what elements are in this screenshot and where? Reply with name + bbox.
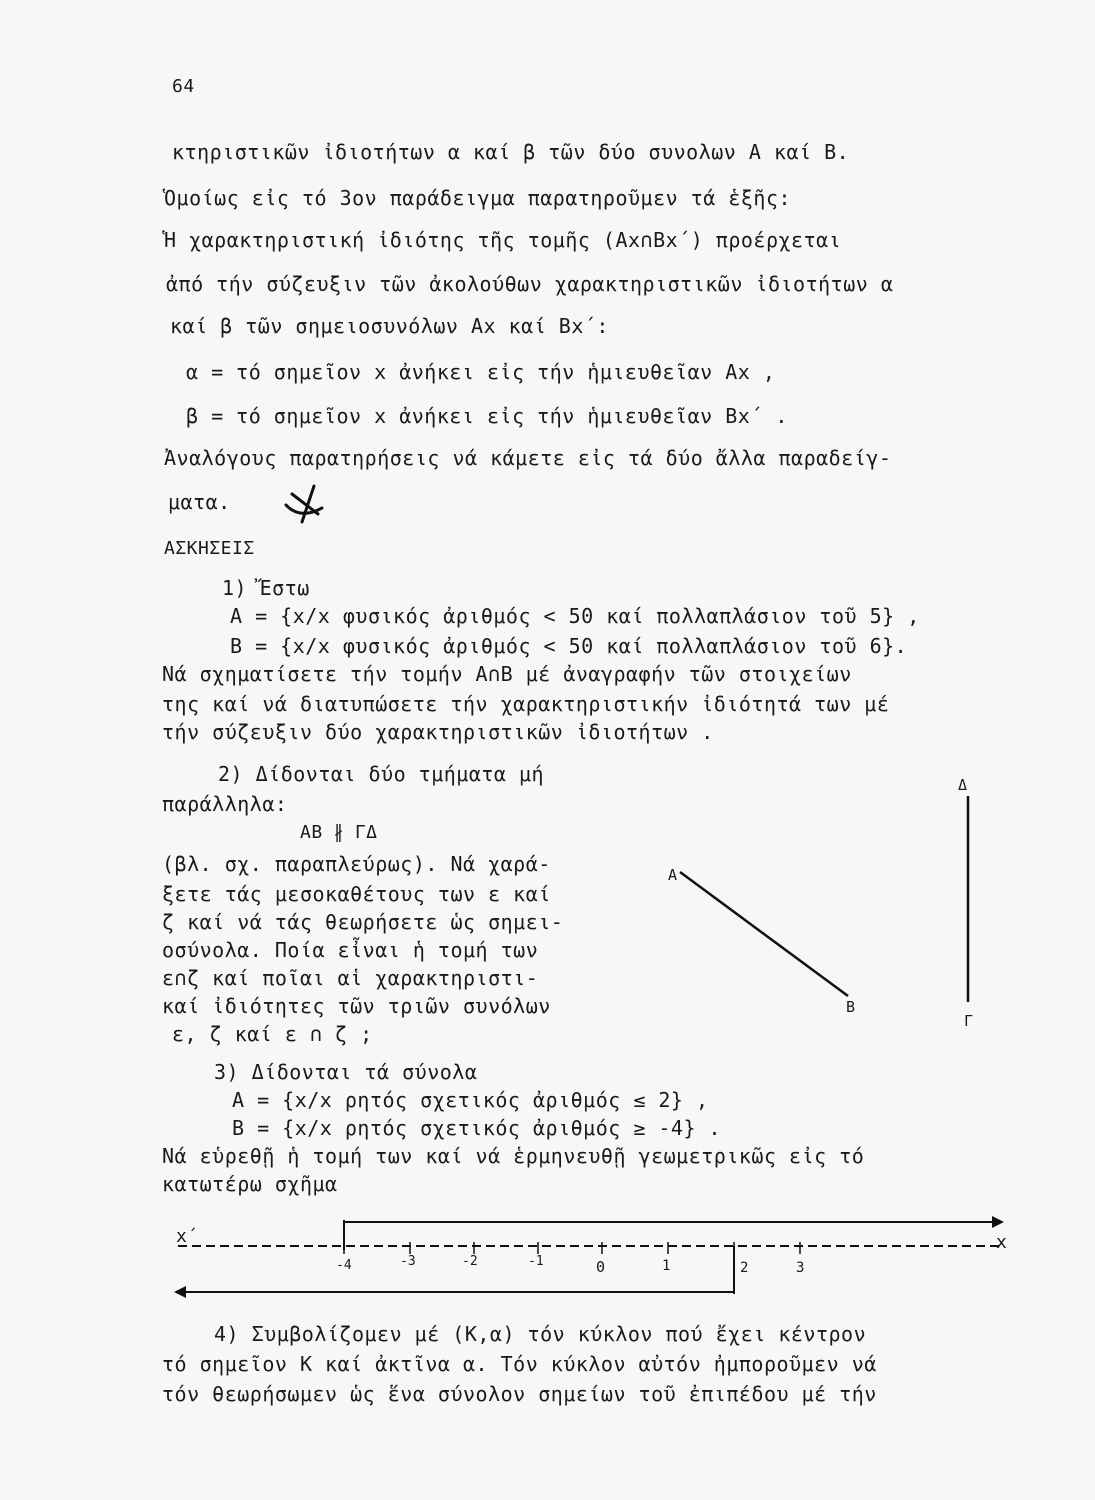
exercise-2-line-4: (βλ. σχ. παραπλεύρως). Νά χαρά- xyxy=(162,852,551,876)
point-d-label: Δ xyxy=(958,776,968,794)
exercise-2-line-7: οσύνολα. Ποία εἶναι ἡ τομή των xyxy=(162,938,539,962)
tick-label: 1 xyxy=(662,1258,671,1274)
text-line-8: Ἀναλόγους παρατηρήσεις νά κάμετε εἰς τά δύο ἄλλα παραδείγ- xyxy=(164,446,892,470)
exercise-1-set-b: B = {x/x φυσικός ἀριθμός < 50 καί πολλαπλάσιον τοῦ 6}. xyxy=(230,634,908,658)
axis-left-label: x΄ xyxy=(176,1226,198,1247)
tick-label: 3 xyxy=(796,1260,805,1276)
exercise-2-line-9: καί ἰδιότητες τῶν τριῶν συνόλων xyxy=(162,994,551,1018)
tick-label: 0 xyxy=(596,1258,606,1276)
set-a-arrowhead xyxy=(174,1286,186,1298)
exercise-2-line-6: ζ καί νά τάς θεωρήσετε ὡς σημει- xyxy=(162,910,564,934)
text-line-6: α = τό σημεῖον x ἀνήκει εἰς τήν ἡμιευθεῖαν Ax , xyxy=(186,360,776,384)
text-line-4: ἀπό τήν σύζευξιν τῶν ἀκολούθων χαρακτηριστικῶν ἰδιοτήτων α xyxy=(166,272,894,296)
tick-label: -1 xyxy=(528,1254,544,1269)
exercise-1-set-a: A = {x/x φυσικός ἀριθμός < 50 καί πολλαπλάσιον τοῦ 5} , xyxy=(230,604,920,628)
text-line-9: ματα. xyxy=(168,490,231,514)
point-g-label: Γ xyxy=(964,1012,974,1030)
exercise-1-intro: 1) Ἔστω xyxy=(222,576,310,600)
exercise-1-line-6: τήν σύζευξιν δύο χαρακτηριστικῶν ἰδιοτήτων . xyxy=(162,720,714,744)
text-line-2: Ὁμοίως εἰς τό 3ον παράδειγμα παρατηροῦμεν τά ἑξῆς: xyxy=(164,186,792,210)
exercise-3-line-4: Νά εὑρεθῇ ἡ τομή των καί νά ἑρμηνευθῇ γεωμετρικῶς εἰς τό xyxy=(162,1144,865,1168)
exercise-2-line-8: ε∩ζ καί ποῖαι αἱ χαρακτηριστι- xyxy=(162,966,539,990)
point-b-label: B xyxy=(846,998,856,1016)
tick-label: -4 xyxy=(336,1258,352,1273)
text-line-5: καί β τῶν σημειοσυνόλων Ax καί Bx΄: xyxy=(170,314,609,338)
tick-label: -3 xyxy=(400,1254,416,1269)
exercise-4-line-3: τόν θεωρήσωμεν ὡς ἕνα σύνολον σημείων τοῦ ἐπιπέδου μέ τήν xyxy=(162,1382,877,1406)
exercise-2-line-2: παράλληλα: xyxy=(162,792,288,816)
text-line-1: κτηριστικῶν ἰδιοτήτων α καί β τῶν δύο συνολων Α καί Β. xyxy=(172,140,850,164)
page-number: 64 xyxy=(172,76,195,97)
exercise-2-line-10: ε, ζ καί ε ∩ ζ ; xyxy=(172,1022,373,1046)
text-line-3: Ἡ χαρακτηριστική ἰδιότης τῆς τομῆς (Ax∩Bx΄) προέρχεται xyxy=(164,228,842,252)
exercise-2-intro: 2) Δίδονται δύο τμήματα μή xyxy=(218,762,545,786)
tick-label: -2 xyxy=(462,1254,478,1269)
exercise-3-set-a: A = {x/x ρητός σχετικός ἀριθμός ≤ 2} , xyxy=(232,1088,709,1112)
exercises-heading: ΑΣΚΗΣΕΙΣ xyxy=(164,538,255,559)
exercise-3-line-5: κατωτέρω σχῆμα xyxy=(162,1172,338,1196)
axis-right-label: x xyxy=(996,1232,1007,1253)
exercise-1-line-4: Νά σχηματίσετε τήν τομήν A∩B μέ ἀναγραφήν τῶν στοιχείων xyxy=(162,662,852,686)
point-a-label: A xyxy=(668,866,678,884)
tick-label: 2 xyxy=(740,1260,749,1276)
exercise-2-line-5: ξετε τάς μεσοκαθέτους των ε καί xyxy=(162,882,551,906)
exercise-3-intro: 3) Δίδονται τά σύνολα xyxy=(214,1060,478,1084)
exercise-1-line-5: της καί νά διατυπώσετε τήν χαρακτηριστικήν ἰδιότητά των μέ xyxy=(162,692,890,716)
text-line-7: β = τό σημεῖον x ἀνήκει εἰς τήν ἡμιευθεῖαν Bx΄ . xyxy=(186,404,788,428)
set-b-arrowhead xyxy=(992,1216,1004,1228)
exercise-2-formula: ΑΒ ∦ ΓΔ xyxy=(300,822,378,843)
exercise-3-set-b: B = {x/x ρητός σχετικός ἀριθμός ≥ -4} . xyxy=(232,1116,722,1140)
exercise-4-intro: 4) Συμβολίζομεν μέ (Κ,α) τόν κύκλον πού ἔχει κέντρον xyxy=(214,1322,867,1346)
exercise-4-line-2: τό σημεῖον Κ καί ἀκτῖνα α. Τόν κύκλον αὐτόν ἠμποροῦμεν νά xyxy=(162,1352,877,1376)
